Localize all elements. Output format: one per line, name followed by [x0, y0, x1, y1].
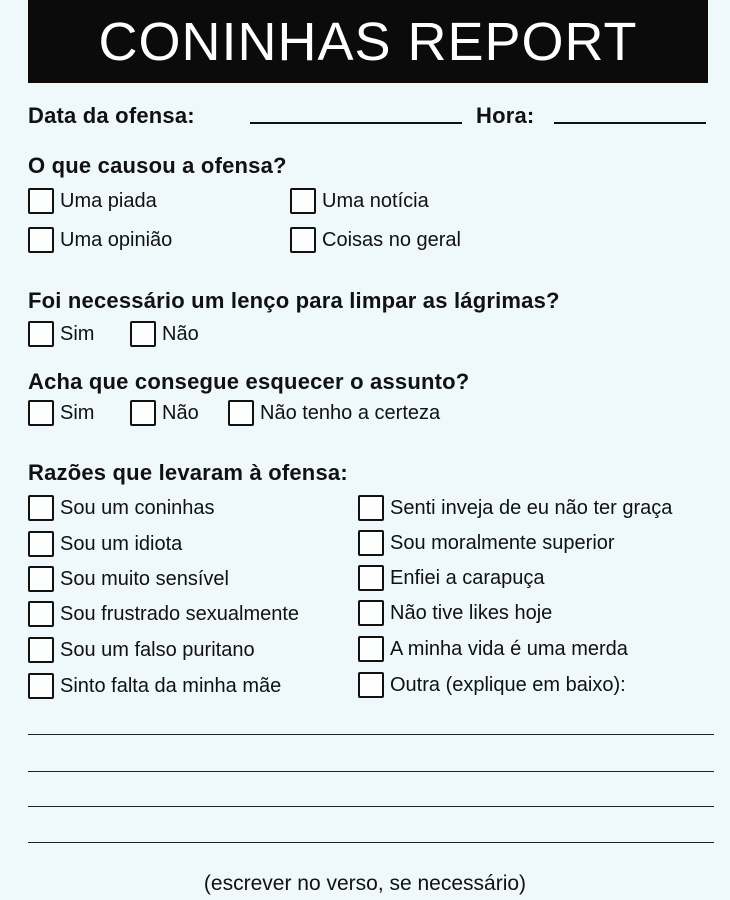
checkbox[interactable] — [358, 495, 384, 521]
checkbox[interactable] — [358, 636, 384, 662]
checkbox[interactable] — [358, 600, 384, 626]
checkbox[interactable] — [28, 495, 54, 521]
cause-option-opinion[interactable] — [28, 227, 172, 253]
explanation-line-4[interactable] — [28, 842, 714, 843]
checkbox[interactable] — [358, 565, 384, 591]
checkbox[interactable] — [28, 531, 54, 557]
cause-question: O que causou a ofensa? — [28, 153, 287, 178]
option-label: Sou um falso puritano — [60, 638, 255, 661]
reason-left-6[interactable] — [28, 673, 281, 699]
date-field[interactable] — [250, 100, 462, 124]
time-field[interactable] — [554, 100, 706, 124]
cause-option-news[interactable] — [290, 188, 429, 214]
forget-option-yes[interactable] — [28, 400, 94, 426]
option-label: Senti inveja de eu não ter graça — [390, 496, 673, 519]
date-label: Data da ofensa: — [28, 103, 195, 128]
checkbox[interactable] — [290, 188, 316, 214]
reason-right-4[interactable] — [358, 600, 552, 626]
option-label: Uma opinião — [60, 228, 173, 251]
option-label: Não tenho a certeza — [260, 401, 441, 424]
option-label: Sim — [60, 322, 95, 345]
reason-left-5[interactable] — [28, 637, 255, 663]
explanation-line-2[interactable] — [28, 771, 714, 772]
reason-right-5[interactable] — [358, 636, 628, 662]
option-label: Sou frustrado sexualmente — [60, 602, 300, 625]
tissue-option-yes[interactable] — [28, 321, 94, 347]
explanation-line-1[interactable] — [28, 734, 714, 735]
option-label: Sim — [60, 401, 95, 424]
checkbox[interactable] — [28, 601, 54, 627]
option-label: Não — [162, 401, 199, 424]
checkbox[interactable] — [28, 566, 54, 592]
option-label: Coisas no geral — [322, 228, 461, 251]
option-label: Sinto falta da minha mãe — [60, 674, 282, 697]
option-label: A minha vida é uma merda — [390, 637, 628, 660]
forget-question: Acha que consegue esquecer o assunto? — [28, 369, 470, 394]
checkbox[interactable] — [130, 321, 156, 347]
option-label: Outra (explique em baixo): — [390, 673, 626, 696]
option-label: Uma notícia — [322, 189, 429, 212]
reason-left-2[interactable] — [28, 531, 182, 557]
tissue-option-no[interactable] — [130, 321, 199, 347]
forget-option-unsure[interactable] — [228, 400, 440, 426]
reason-left-1[interactable] — [28, 495, 215, 521]
checkbox[interactable] — [358, 530, 384, 556]
checkbox[interactable] — [28, 227, 54, 253]
reason-right-1[interactable] — [358, 495, 672, 521]
forget-option-no[interactable] — [130, 400, 199, 426]
checkbox[interactable] — [28, 321, 54, 347]
checkbox[interactable] — [28, 673, 54, 699]
option-label: Não tive likes hoje — [390, 601, 553, 624]
reason-right-3[interactable] — [358, 565, 545, 591]
checkbox[interactable] — [228, 400, 254, 426]
checkbox[interactable] — [290, 227, 316, 253]
tissue-question: Foi necessário um lenço para limpar as lágrimas? — [28, 288, 560, 313]
option-label: Não — [162, 322, 199, 345]
report-header — [28, 0, 708, 83]
footer-note: (escrever no verso, se necessário) — [203, 872, 527, 895]
option-label: Enfiei a carapuça — [390, 566, 545, 589]
cause-option-joke[interactable] — [28, 188, 157, 214]
reasons-question: Razões que levaram à ofensa: — [28, 460, 348, 485]
checkbox[interactable] — [28, 637, 54, 663]
checkbox[interactable] — [28, 400, 54, 426]
option-label: Sou um idiota — [60, 532, 183, 555]
report-title: CONINHAS REPORT — [98, 11, 638, 72]
option-label: Sou moralmente superior — [390, 531, 615, 554]
reason-right-2[interactable] — [358, 530, 615, 556]
reason-left-4[interactable] — [28, 601, 299, 627]
explanation-line-3[interactable] — [28, 806, 714, 807]
checkbox[interactable] — [358, 672, 384, 698]
reason-right-6[interactable] — [358, 672, 626, 698]
checkbox[interactable] — [130, 400, 156, 426]
option-label: Sou um coninhas — [60, 496, 215, 519]
time-label: Hora: — [476, 103, 535, 128]
option-label: Uma piada — [60, 189, 157, 212]
option-label: Sou muito sensível — [60, 567, 229, 590]
checkbox[interactable] — [28, 188, 54, 214]
cause-option-general[interactable] — [290, 227, 461, 253]
reason-left-3[interactable] — [28, 566, 229, 592]
